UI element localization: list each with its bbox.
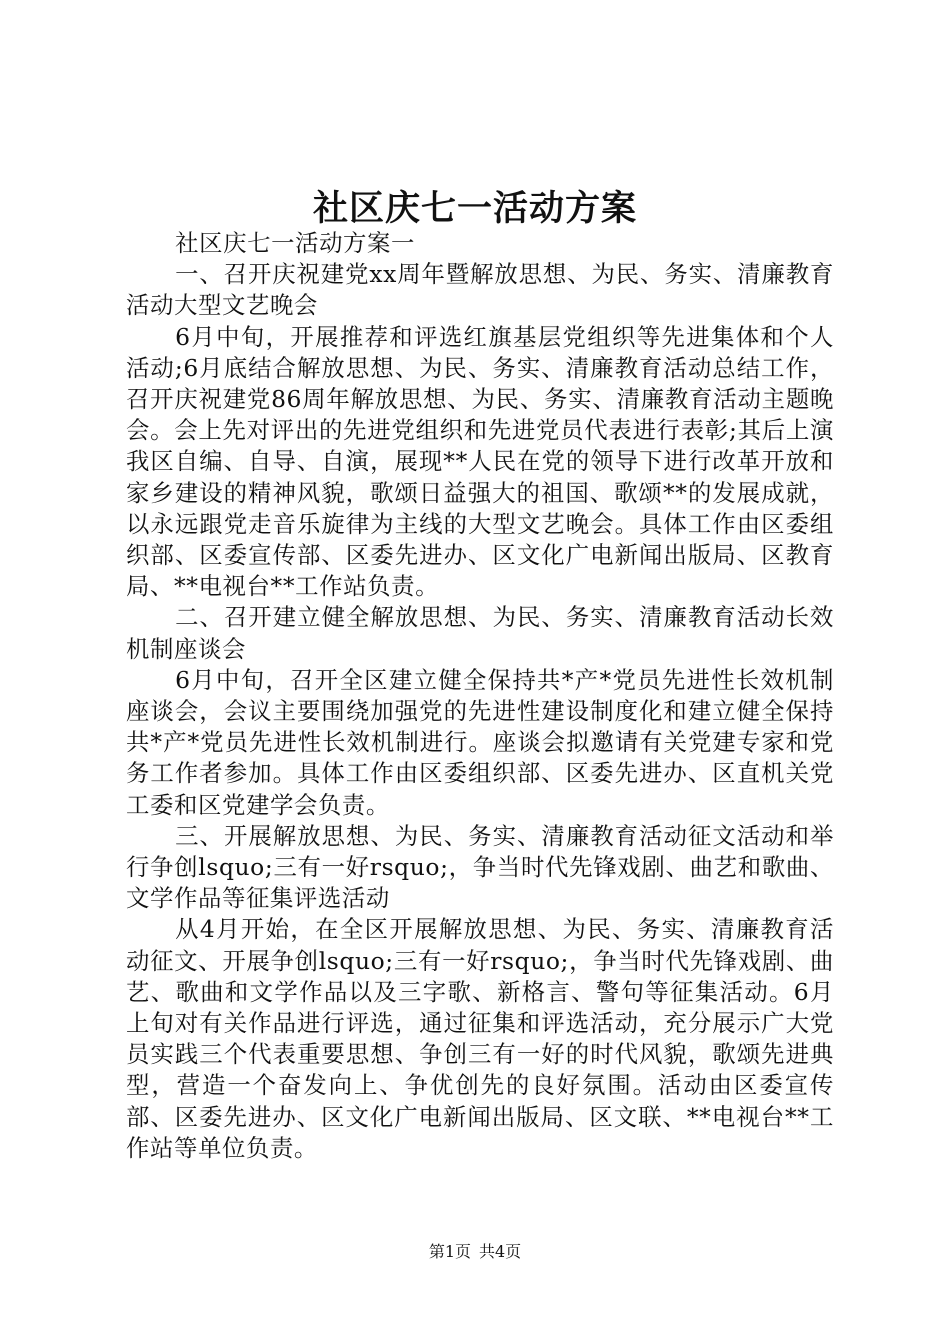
item-heading-1: 一、召开庆祝建党xx周年暨解放思想、为民、务实、清廉教育活动大型文艺晚会 — [126, 260, 834, 320]
page-count: 共4页 — [479, 1242, 522, 1261]
document-body — [126, 228, 834, 1164]
item-body-3: 从4月开始，在全区开展解放思想、为民、务实、清廉教育活动征文、开展争创lsquo;三有一好rsquo;，争当时代先锋戏剧、曲艺、歌曲和文学作品以及三字歌、新格言、警句等征集活动。6月上旬对有关作品进行评选，通过征集和评选活动，充分展示广大党员实践三个代表重要思想、争创三有一好的时代风貌，歌颂先进典型，营造一个奋发向上、争优创先的良好氛围。活动由区委宣传部、区委先进办、区文化广电新闻出版局、区文联、**电视台**工作站等单位负责。 — [126, 915, 834, 1162]
section-heading: 社区庆七一活动方案一 — [175, 229, 416, 257]
item-body-1: 6月中旬，开展推荐和评选红旗基层党组织等先进集体和个人活动;6月底结合解放思想、为民、务实、清廉教育活动总结工作，召开庆祝建党86周年解放思想、为民、务实、清廉教育活动主题晚会。会上先对评出的先进党组织和先进党员代表进行表彰;其后上演我区自编、自导、自演，展现**人民在党的领导下进行改革开放和家乡建设的精神风貌，歌颂日益强大的祖国、歌颂**的发展成就，以永远跟党走音乐旋律为主线的大型文艺晚会。具体工作由区委组织部、区委宣传部、区委先进办、区文化广电新闻出版局、区教育局、**电视台**工作站负责。 — [126, 322, 834, 601]
item-heading-2: 二、召开建立健全解放思想、为民、务实、清廉教育活动长效机制座谈会 — [126, 603, 834, 663]
page-number: 第1页 — [428, 1242, 471, 1261]
item-heading-3: 三、开展解放思想、为民、务实、清廉教育活动征文活动和举行争创lsquo;三有一好rsquo;，争当时代先锋戏剧、曲艺和歌曲、文学作品等征集评选活动 — [126, 821, 834, 913]
page-footer — [0, 1241, 950, 1263]
item-body-2: 6月中旬，召开全区建立健全保持共*产*党员先进性长效机制座谈会，会议主要围绕加强党的先进性建设制度化和建立健全保持共*产*党员先进性长效机制进行。座谈会拟邀请有关党建专家和党务工作者参加。具体工作由区委组织部、区委先进办、区直机关党工委和区党建学会负责。 — [126, 665, 834, 819]
document-title: 社区庆七一活动方案 — [312, 188, 637, 229]
